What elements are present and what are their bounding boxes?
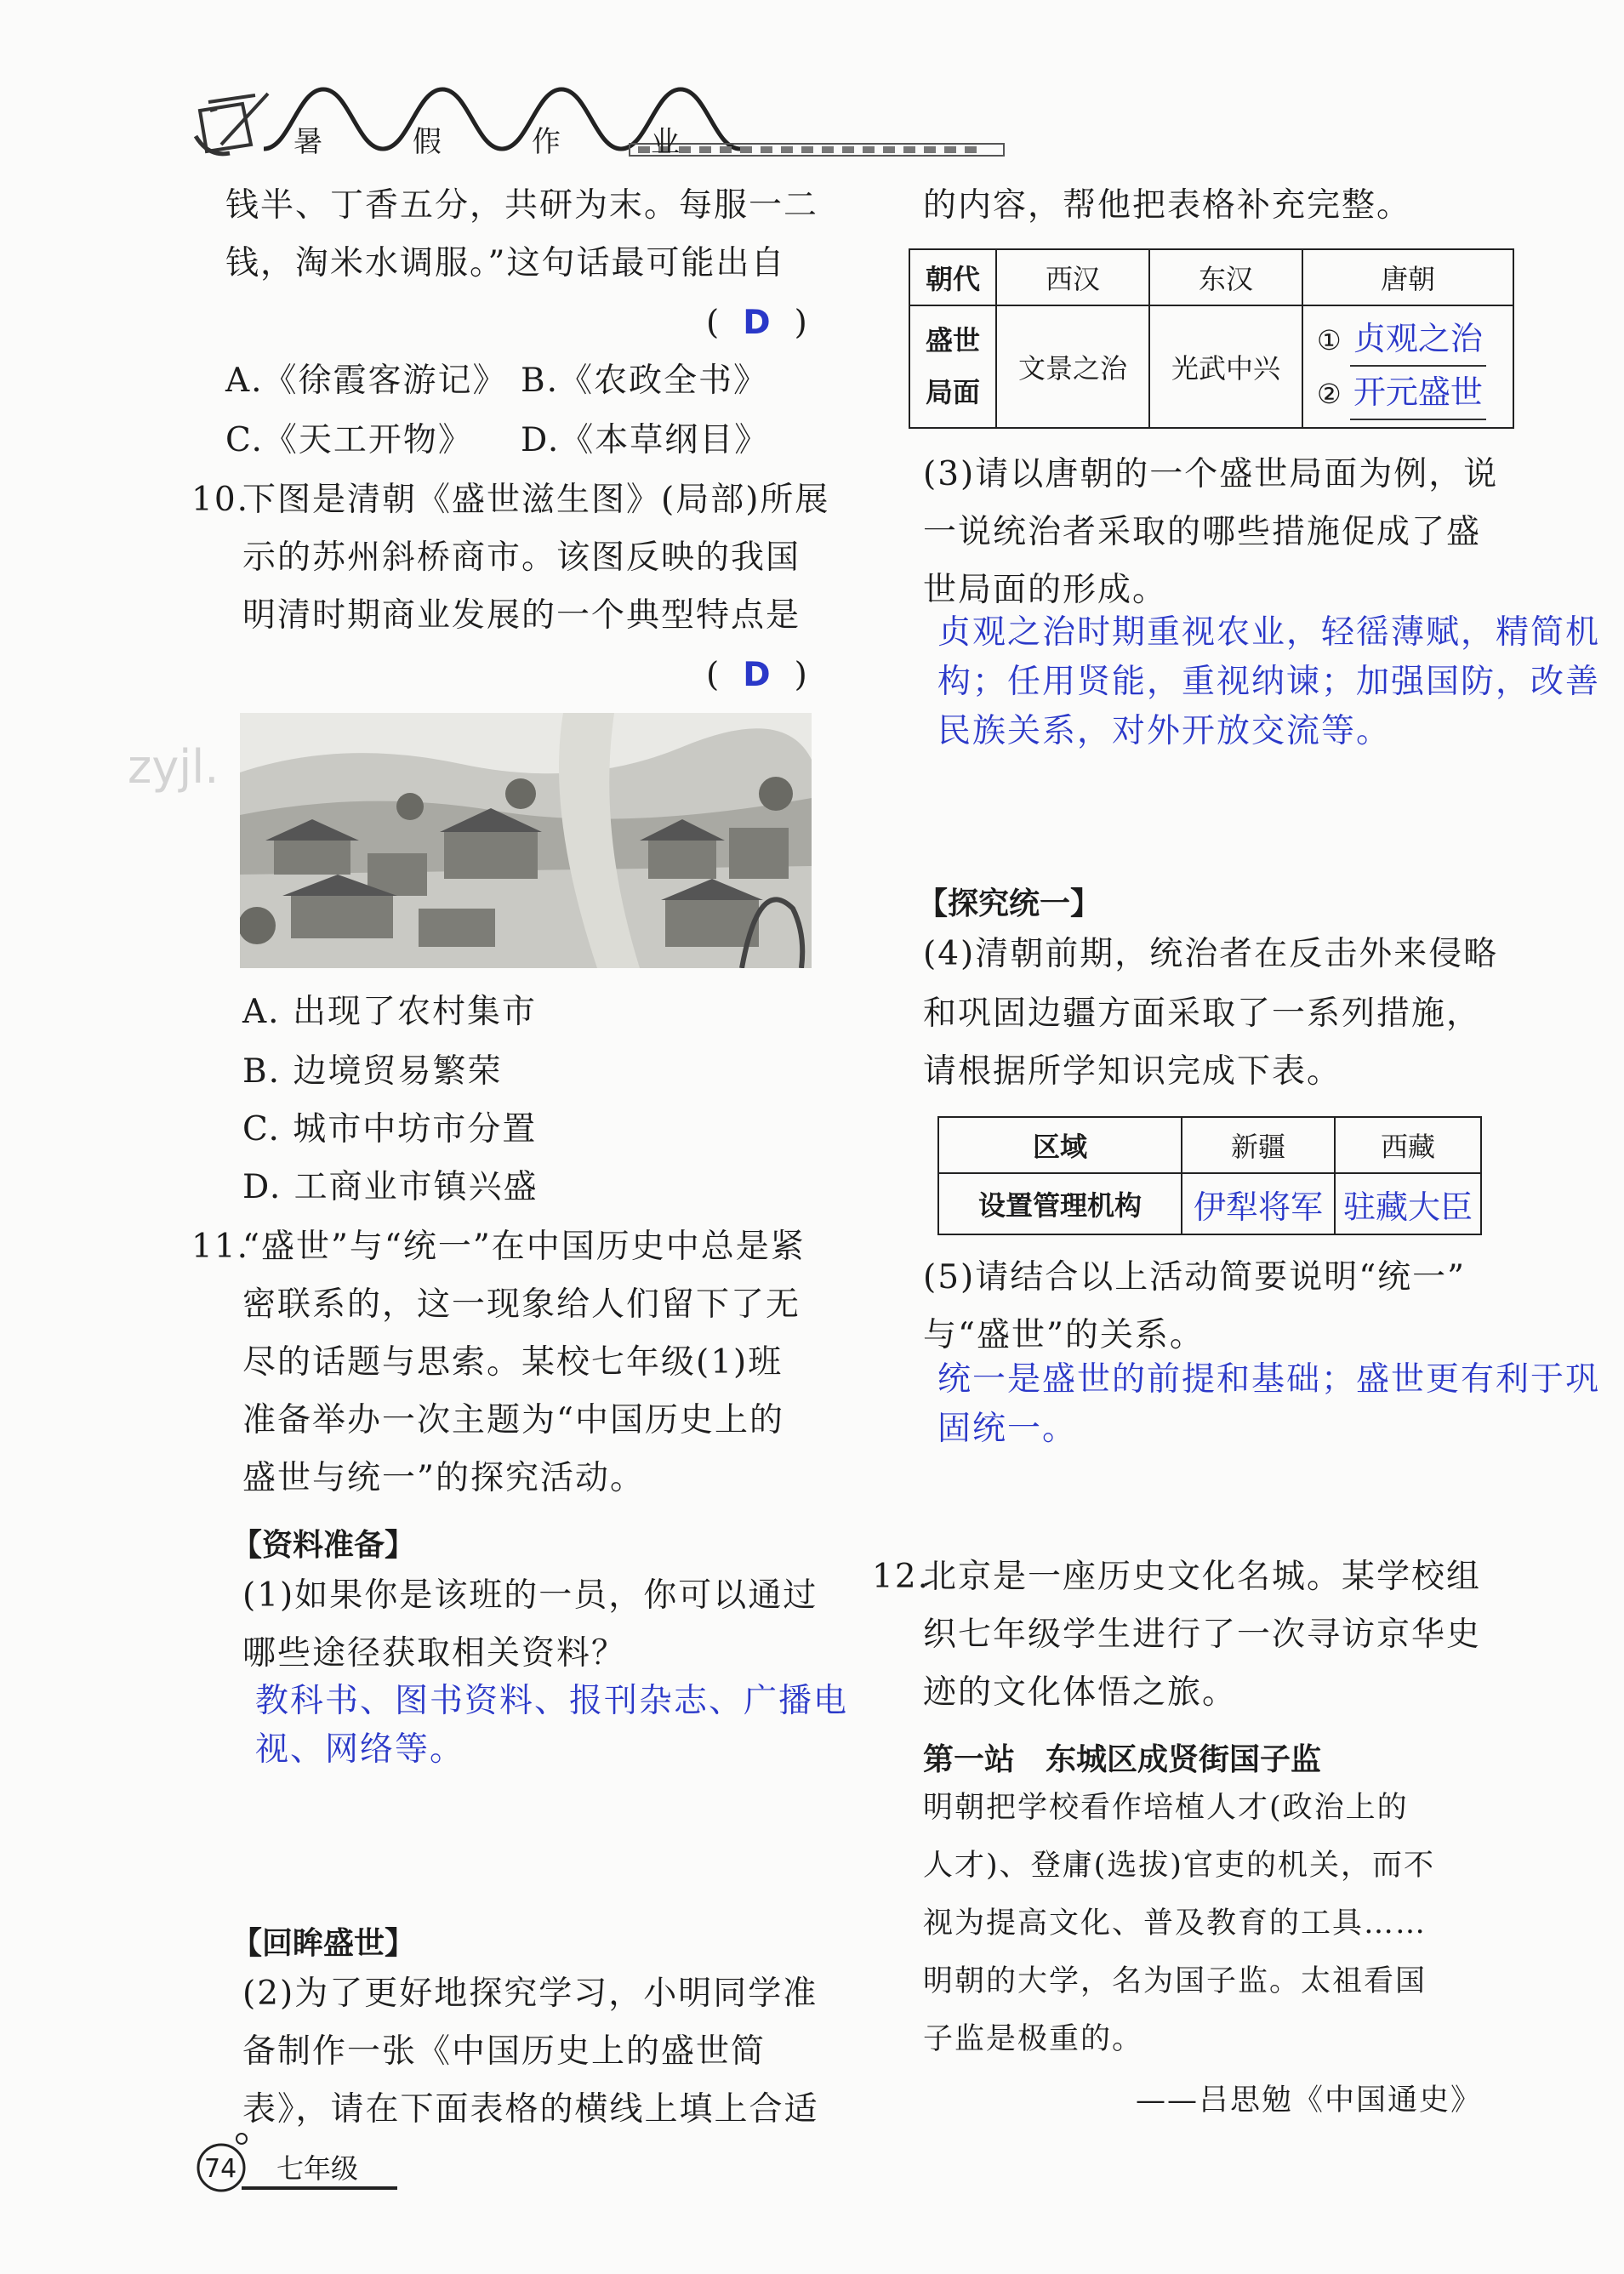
q9-answer-letter: D: [743, 304, 771, 342]
quote-line: 明朝把学校看作培植人才(政治上的: [923, 1791, 1409, 1825]
table-header-western-han: 西汉: [996, 249, 1149, 305]
q11-3-answer-line: 贞观之治时期重视农业，轻徭薄赋，精简机: [937, 613, 1601, 652]
q10-text-line: 下图是清朝《盛世滋生图》(局部)所展: [242, 481, 830, 519]
header-title-char: 作: [532, 125, 562, 159]
q10-choice-b: B. 边境贸易繁荣: [242, 1052, 503, 1091]
q11-text-line: 准备举办一次主题为“中国历史上的: [242, 1401, 784, 1439]
q9-choice-d: D.《本草纲目》: [521, 421, 770, 459]
q9-choice-c: C.《天工开物》: [225, 421, 473, 459]
circle-marker: ①: [1317, 324, 1342, 357]
q10-text-line: 明清时期商业发展的一个典型特点是: [242, 596, 801, 635]
q11-1-text-line: 哪些途径获取相关资料？: [242, 1634, 627, 1673]
row-label-line: 盛世: [925, 324, 980, 357]
q10-choice-c: C. 城市中坊市分置: [242, 1110, 538, 1148]
q10-text-line: 示的苏州斜桥商市。该图反映的我国: [242, 539, 801, 577]
q11-3-text-line: 一说统治者采取的哪些措施促成了盛: [923, 513, 1482, 551]
q11-3-text-line: 世局面的形成。: [923, 571, 1168, 609]
header-title-char: 暑: [293, 125, 324, 159]
q11-3-text-line: (3)请以唐朝的一个盛世局面为例，说: [923, 455, 1499, 493]
table-row-label-prosperity: [909, 305, 996, 428]
q12-text-line: 迹的文化体悟之旅。: [923, 1673, 1238, 1712]
table-cell-eastern-han: 光武中兴: [1149, 305, 1302, 428]
frontier-table: [937, 1116, 1482, 1235]
q11-number: 11.: [191, 1228, 250, 1266]
section-title-materials: 【资料准备】: [231, 1528, 416, 1563]
table-cell-tang: [1302, 305, 1513, 428]
fill-answer-tang-1: 贞观之治: [1350, 313, 1486, 367]
q11-4-text-line: 请根据所学知识完成下表。: [923, 1052, 1342, 1091]
q9-text-line: 钱，淘米水调服。”这句话最可能出自: [225, 244, 786, 282]
page-number: 74: [204, 2154, 237, 2184]
q11-2-text-line: 备制作一张《中国历史上的盛世简: [242, 2032, 766, 2071]
q11-5-text-line: 与“盛世”的关系。: [923, 1316, 1205, 1354]
q11-3-answer-line: 构；任用贤能，重视纳谏；加强国防，改善: [937, 663, 1601, 701]
q12-text-line: 织七年级学生进行了一次寻访京华史: [923, 1616, 1482, 1654]
row-label-line: 局面: [925, 376, 980, 408]
quote-line: 明朝的大学，名为国子监。太祖看国: [923, 1964, 1427, 1998]
grade-label: 七年级: [276, 2152, 359, 2185]
q11-5-answer-line: 统一是盛世的前提和基础；盛世更有利于巩: [937, 1360, 1601, 1399]
q11-text-line: 盛世与统一”的探究活动。: [242, 1459, 645, 1497]
prosperity-table: [909, 248, 1514, 429]
q11-3-answer-line: 民族关系，对外开放交流等。: [937, 712, 1392, 750]
q11-5-text-line: (5)请结合以上活动简要说明“统一”: [923, 1258, 1467, 1297]
q9-answer: ( D ): [706, 304, 807, 342]
suzhou-market-painting: [240, 713, 812, 968]
q11-text-line: 尽的话题与思索。某校七年级(1)班: [242, 1343, 784, 1382]
q10-choice-a: A. 出现了农村集市: [242, 993, 537, 1031]
q10-choice-d: D. 工商业市镇兴盛: [242, 1168, 538, 1206]
table-header-tang: 唐朝: [1302, 249, 1513, 305]
fill-answer-xinjiang: 伊犁将军: [1182, 1173, 1335, 1234]
fill-answer-tang-2: 开元盛世: [1350, 367, 1486, 420]
quote-line: 视为提高文化、普及教育的工具……: [923, 1906, 1427, 1941]
station-one-title: 第一站 东城区成贤街国子监: [923, 1742, 1322, 1777]
q10-answer-letter: D: [743, 656, 771, 694]
fill-answer-tibet: 驻藏大臣: [1335, 1173, 1481, 1234]
q11-2-text-line: 的内容，帮他把表格补充完整。: [923, 186, 1412, 225]
section-title-review: 【回眸盛世】: [231, 1926, 416, 1961]
q12-number: 12.: [872, 1558, 931, 1596]
q11-5-answer-line: 固统一。: [937, 1410, 1078, 1448]
quote-line: 人才)、登庸(选拔)官吏的机关，而不: [923, 1849, 1435, 1883]
q11-1-answer-line: 教科书、图书资料、报刊杂志、广播电: [255, 1682, 849, 1720]
table-header-eastern-han: 东汉: [1149, 249, 1302, 305]
watermark: zyjl.: [128, 740, 219, 794]
q10-number: 10.: [191, 481, 250, 519]
quote-source: ——吕思勉《中国通史》: [1136, 2083, 1483, 2117]
quote-line: 子监是极重的。: [923, 2022, 1144, 2056]
table-header-tibet: 西藏: [1335, 1117, 1481, 1173]
table-cell-western-han: 文景之治: [996, 305, 1149, 428]
q11-2-text-line: (2)为了更好地探究学习，小明同学准: [242, 1975, 818, 2013]
q11-2-text-line: 表》，请在下面表格的横线上填上合适: [242, 2090, 819, 2129]
circle-marker: ②: [1317, 378, 1342, 410]
q9-choice-a: A.《徐霞客游记》: [225, 362, 508, 400]
header-title-char: 业: [651, 125, 681, 159]
q11-1-answer-line: 视、网络等。: [255, 1730, 465, 1769]
wave-title-decoration: [264, 81, 1012, 166]
q9-choice-b: B.《农政全书》: [521, 362, 769, 400]
table-header-xinjiang: 新疆: [1182, 1117, 1335, 1173]
section-title-unity: 【探究统一】: [917, 886, 1102, 921]
header-title-char: 假: [413, 125, 443, 159]
table-header-dynasty: 朝代: [909, 249, 996, 305]
table-header-region: 区域: [938, 1117, 1182, 1173]
q11-4-text-line: 和巩固边疆方面采取了一系列措施，: [923, 995, 1482, 1033]
q11-4-text-line: (4)清朝前期，统治者在反击外来侵略: [923, 935, 1499, 973]
table-row-label-agency: 设置管理机构: [938, 1173, 1182, 1234]
q11-text-line: “盛世”与“统一”在中国历史中总是紧: [242, 1228, 806, 1266]
q10-answer: ( D ): [706, 656, 807, 694]
q12-text-line: 北京是一座历史文化名城。某学校组: [923, 1558, 1482, 1596]
q9-text-line: 钱半、丁香五分，共研为末。每服一二: [225, 186, 819, 225]
q11-1-text-line: (1)如果你是该班的一员，你可以通过: [242, 1576, 818, 1615]
q11-text-line: 密联系的，这一现象给人们留下了无: [242, 1285, 801, 1324]
